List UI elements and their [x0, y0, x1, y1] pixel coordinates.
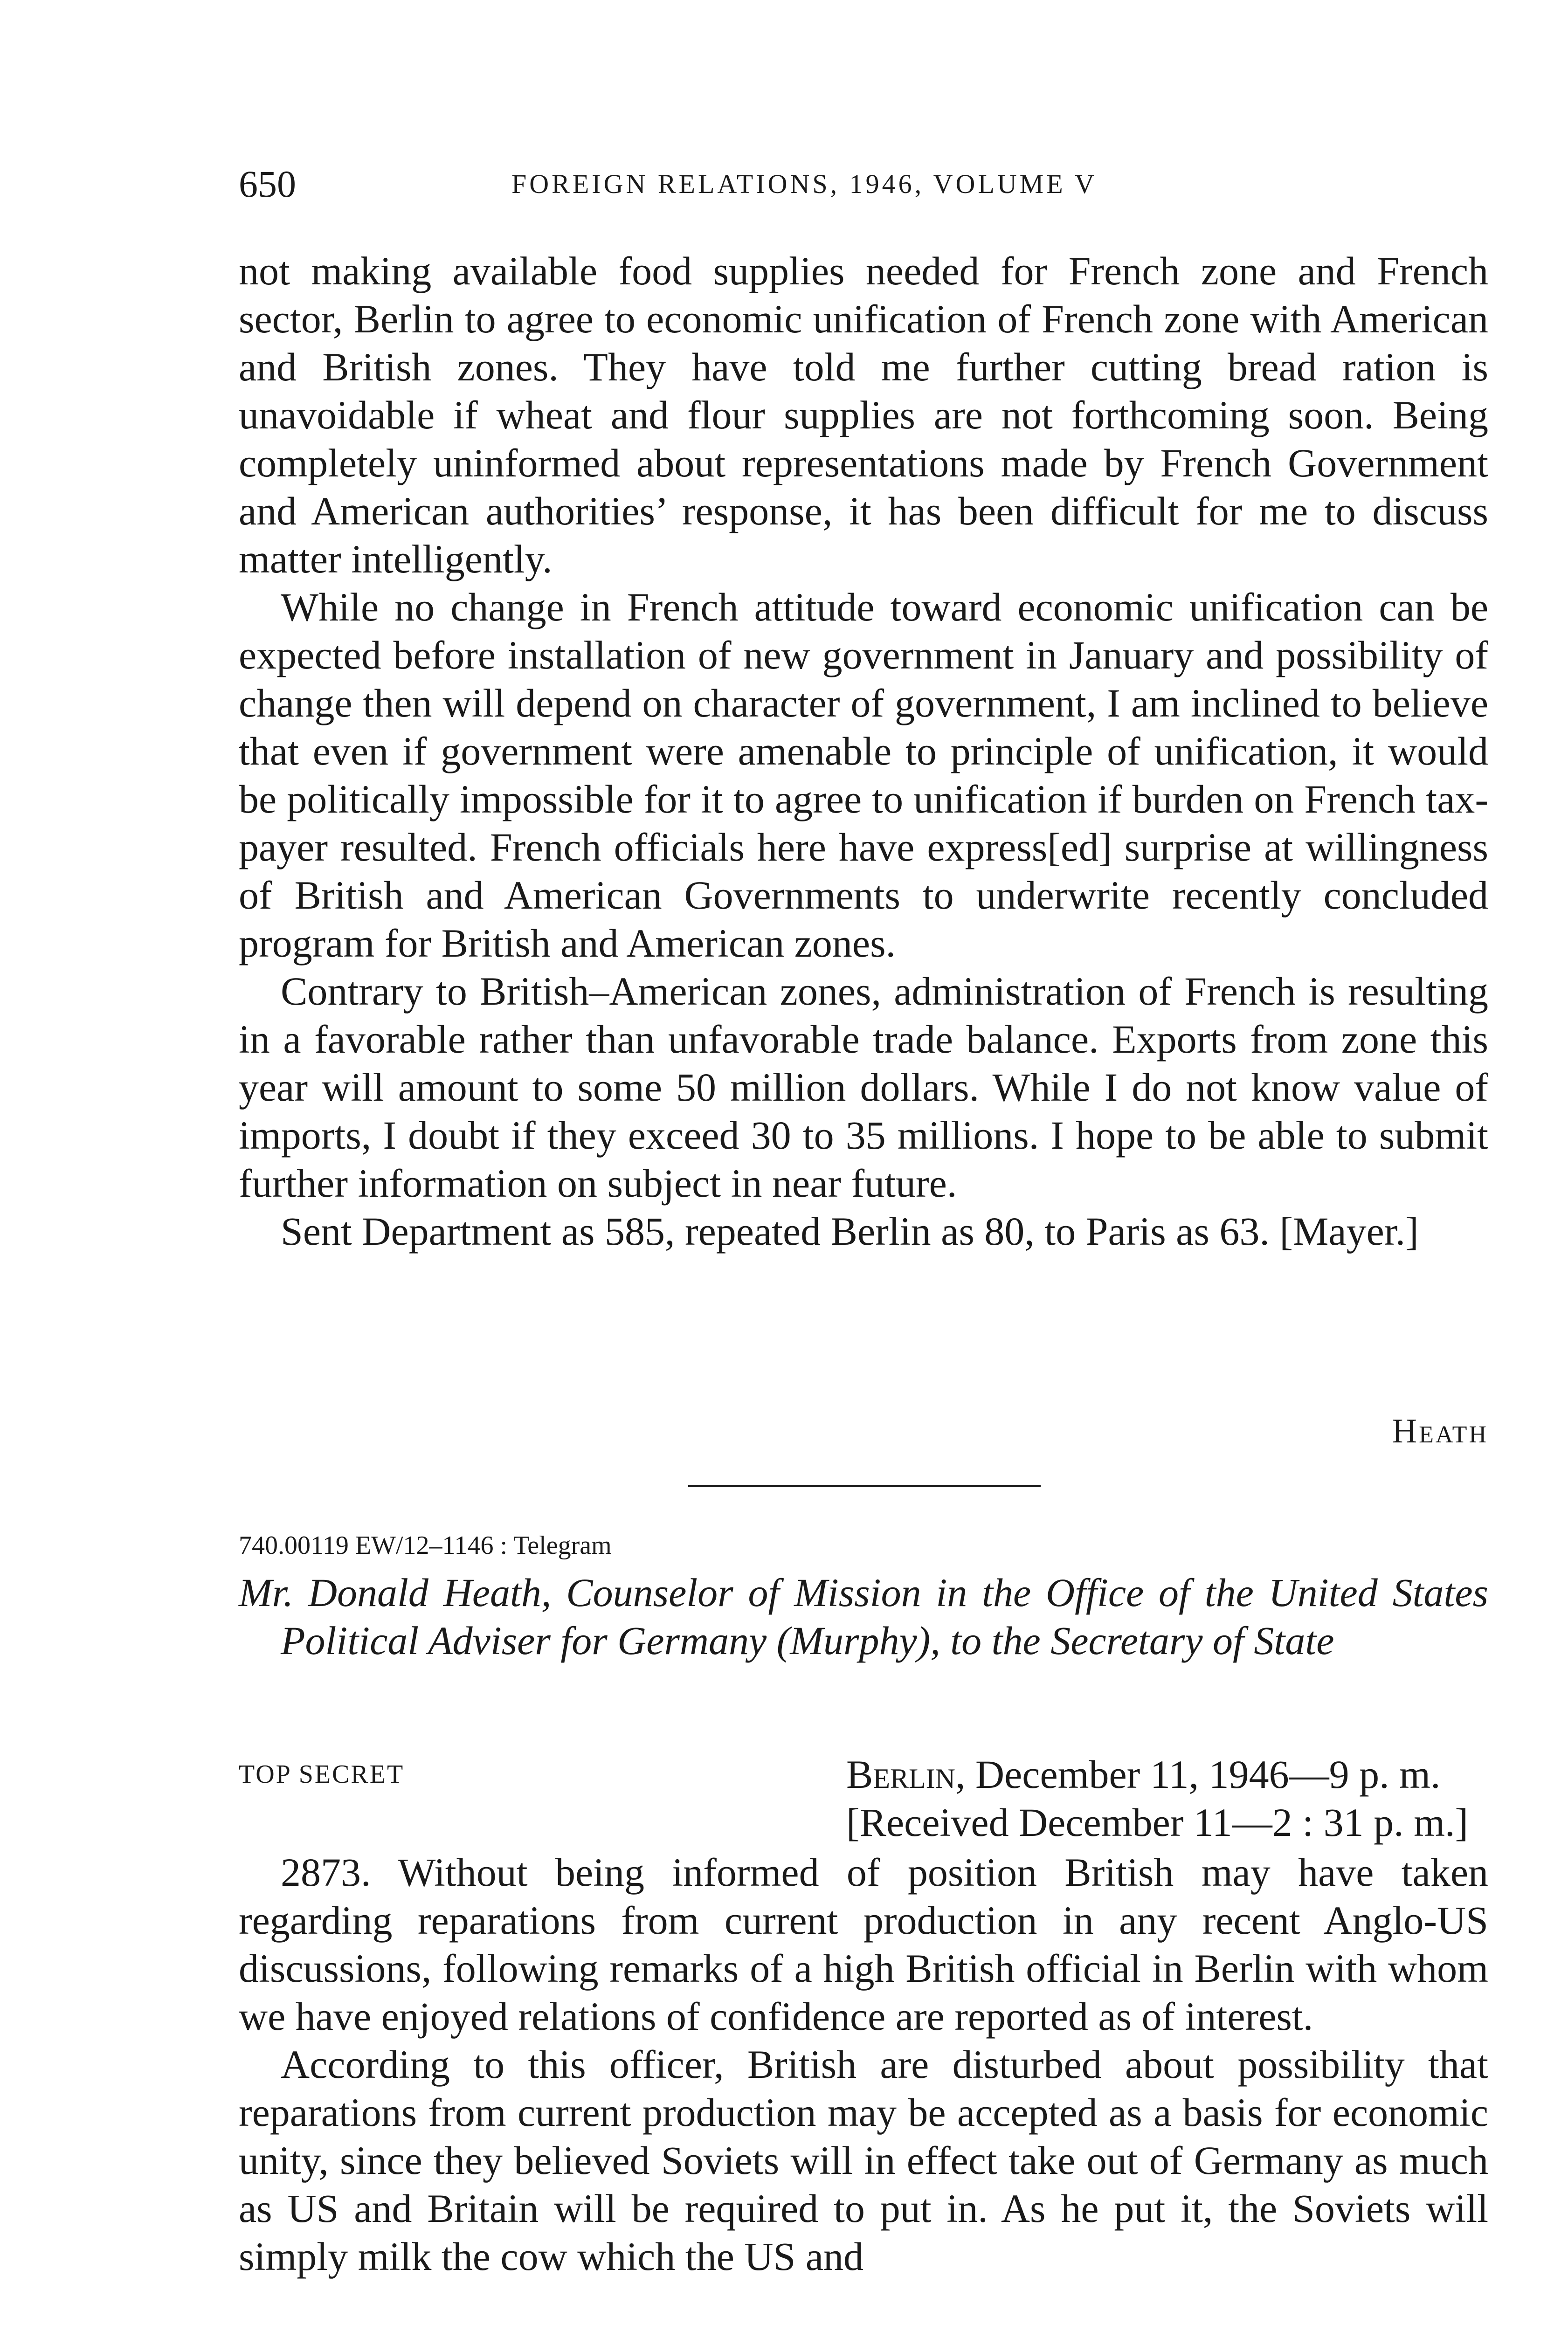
- page-number: 650: [239, 163, 296, 205]
- paragraph: While no change in French attitude toward economic unification can be expected before installation of new government in January and possibility of change then will depend on character of government, I am inclined to believe that even if government were amenable to principle of unification, it would be politically impossible for it to agree to unification if burden on French tax-payer resulted. French officials here have express[ed] surprise at willingness of British and American Governments to underwrite recently concluded program for British and American zones.: [239, 585, 1488, 966]
- dateline-date: December 11, 1946—9 p. m.: [965, 1752, 1441, 1797]
- paragraph: Contrary to British–American zones, administration of French is resulting in a favorable rather than unfavorable trade balance. Exports from zone this year will amount to some 50 million dollars. While I do not know value of imports, I doubt if they exceed 30 to 35 millions. I hope to be able to submit further information on subject in near future.: [239, 969, 1488, 1206]
- running-head: [239, 159, 1488, 210]
- dateline-sent: [846, 1751, 1488, 1799]
- dateline-place: Berlin,: [846, 1752, 966, 1797]
- paragraph: 2873. Without being informed of position British may have taken regarding reparations from current production in any recent Anglo-US discussions, following remarks of a high British official in Berlin with whom we have enjoyed relations of confidence are reported as of interest.: [239, 1850, 1488, 2039]
- continued-telegram-text: [239, 247, 1488, 1255]
- running-title: FOREIGN RELATIONS, 1946, VOLUME V: [511, 169, 1097, 199]
- paragraph: not making available food supplies needed for French zone and French sector, Berlin to agree to economic unification of French zone with American and British zones. They have told me further cutting bread ration is unavoidable if wheat and flour supplies are not forthcoming soon. Being completely uninformed about representations made by French Government and American authorities’ response, it has been difficult for me to discuss matter intelligently.: [239, 248, 1488, 581]
- classification-label: TOP SECRET: [239, 1760, 405, 1789]
- dateline: [846, 1751, 1488, 1847]
- signature: Heath: [1392, 1412, 1488, 1450]
- telegram-body: [239, 1848, 1488, 2281]
- paragraph: Sent Department as 585, repeated Berlin as 80, to Paris as 63. [Mayer.]: [281, 1209, 1419, 1254]
- dateline-received: [Received December 11—2 : 31 p. m.]: [846, 1800, 1469, 1845]
- paragraph: According to this officer, British are disturbed about possibility that reparations from current production may be accepted as a basis for economic unity, since they believed Soviets will in effect take out of Germany as much as US and Britain will be required to put in. As he put it, the Soviets will simply milk the cow which the US and: [239, 2042, 1488, 2279]
- document-heading: Mr. Donald Heath, Counselor of Mission in the Office of the United States Political Adviser for Germany (Murphy), to the Secretary of State: [239, 1570, 1488, 1663]
- section-divider: [688, 1485, 1041, 1487]
- file-reference: 740.00119 EW/12–1146 : Telegram: [239, 1531, 612, 1560]
